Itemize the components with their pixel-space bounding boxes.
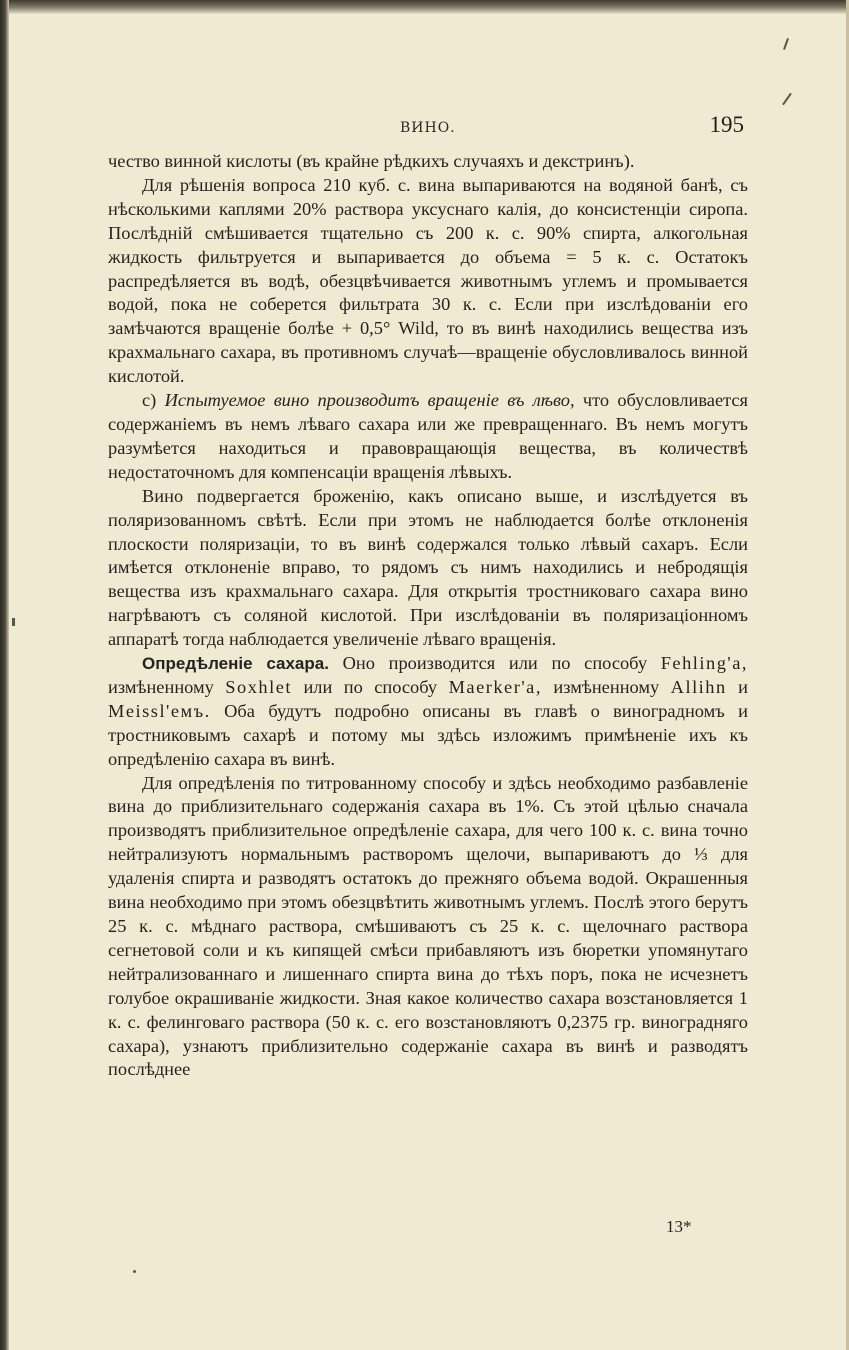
signature-mark: 13* xyxy=(666,1217,692,1236)
margin-mark xyxy=(782,93,792,106)
section-heading: Опредѣленіе сахара. xyxy=(142,654,329,674)
sugar-text-e: и xyxy=(738,676,748,697)
case-label: c) xyxy=(142,390,157,411)
sugar-text-f: Оба будутъ подробно описаны въ главѣ о виноградномъ и тростниковымъ сахарѣ и потому мы здѣсь изложимъ примѣненіе ихъ къ опредѣленію сахара въ винѣ. xyxy=(108,700,748,769)
author-name-maerker: Maerker'a, xyxy=(448,676,542,697)
page-number: 195 xyxy=(709,112,744,137)
paragraph-fermentation: Вино подвергается броженію, какъ описано выше, и изслѣдуется въ поляризованномъ свѣтѣ. Если при этомъ не наблюдается болѣе отклоненія плоскости поляризаціи, то въ винѣ содержался только лѣвый сахаръ. Если имѣется отклоненіе вправо, то рядомъ съ нимъ находились и небродящія вещества изъ крахмальнаго сахара. Для открытія тростниковаго сахара вино нагрѣваютъ съ соляной кислотой. При изслѣдованіи въ поляризаціонномъ аппаратѣ тогда наблюдается увеличеніе лѣваго вращенія. xyxy=(108,485,748,650)
main-text xyxy=(108,150,748,1082)
page-edge-left xyxy=(0,0,9,1350)
case-heading: Испытуемое вино производитъ вращеніе въ лѣво, xyxy=(164,390,575,411)
author-name-allihn: Allihn xyxy=(670,676,727,697)
sugar-text-c: или по способу xyxy=(303,676,438,697)
page-edge-top xyxy=(0,0,849,14)
author-name-meissl: Meissl'емъ. xyxy=(108,700,211,721)
paragraph-continued: чество винной кислоты (въ крайне рѣдкихъ случаяхъ и декстринъ). xyxy=(108,151,635,171)
sugar-text-a: Оно производится или по способу xyxy=(342,653,648,674)
paragraph-sugar-determination xyxy=(108,652,748,772)
paragraph-method: Для рѣшенія вопроса 210 куб. с. вина выпариваются на водяной банѣ, съ нѣсколькими каплями 20% раствора уксуснаго калія, до консистенціи сиропа. Послѣдній смѣшивается тщательно съ 200 к. с. 90% спирта, алкогольная жидкость фильтруется и выпаривается до объема = 5 к. с. Остатокъ распредѣляется въ водѣ, обезцвѣчивается животнымъ углемъ и промывается водой, пока не соберется фильтрата 30 к. с. Если при изслѣдованіи его замѣчаются вращеніе болѣе + 0,5° Wild, то въ винѣ находились вещества изъ крахмальнаго сахара, въ противномъ случаѣ—вращеніе обусловливалось винной кислотой. xyxy=(108,174,748,387)
case-text: что обусловливается содержаніемъ въ немъ лѣваго сахара или же превращеннаго. Въ немъ могутъ разумѣется находиться и правовращающія вещества, въ количествѣ недостаточномъ для компенсаціи вращенія лѣвыхъ. xyxy=(108,390,749,482)
page-header xyxy=(108,110,744,144)
sugar-text-d: измѣненному xyxy=(553,676,660,697)
sugar-text-b: измѣненному xyxy=(108,676,214,697)
running-head: ВИНО. xyxy=(400,120,456,136)
margin-mark xyxy=(12,618,15,626)
paragraph-titration: Для опредѣленія по титрованному способу и здѣсь необходимо разбавленіе вина до приблизительнаго содержанія сахара въ 1%. Съ этой цѣлью сначала производятъ приблизительное опредѣленіе сахара, для чего 100 к. с. вина точно нейтрализуютъ нормальнымъ растворомъ щелочи, выпариваютъ до ⅓ для удаленія спирта и разводятъ остатокъ до прежняго объема водой. Окрашенныя вина необходимо при этомъ обезцвѣтить животнымъ углемъ. Послѣ этого берутъ 25 к. с. мѣднаго раствора, смѣшиваютъ съ 25 к. с. щелочнаго раствора сегнетовой соли и къ кипящей смѣси прибавляютъ изъ бюретки упомянутаго нейтрализованнаго и лишеннаго спирта вина до тѣхъ поръ, пока не исчезнетъ голубое окрашиваніе жидкости. Зная какое количество сахара возстановляется 1 к. с. фелинговаго раствора (50 к. с. его возстановляютъ 0,2375 гр. виноградняго сахара), узнаютъ приблизительно содержаніе сахара въ винѣ и разводятъ послѣднее xyxy=(108,772,748,1080)
margin-mark xyxy=(783,38,789,50)
paragraph-case-c xyxy=(108,389,748,485)
author-name-soxhlet: Soxhlet xyxy=(225,676,292,697)
speck xyxy=(133,1270,136,1273)
author-name-fehling: Fehling'a, xyxy=(660,653,748,674)
